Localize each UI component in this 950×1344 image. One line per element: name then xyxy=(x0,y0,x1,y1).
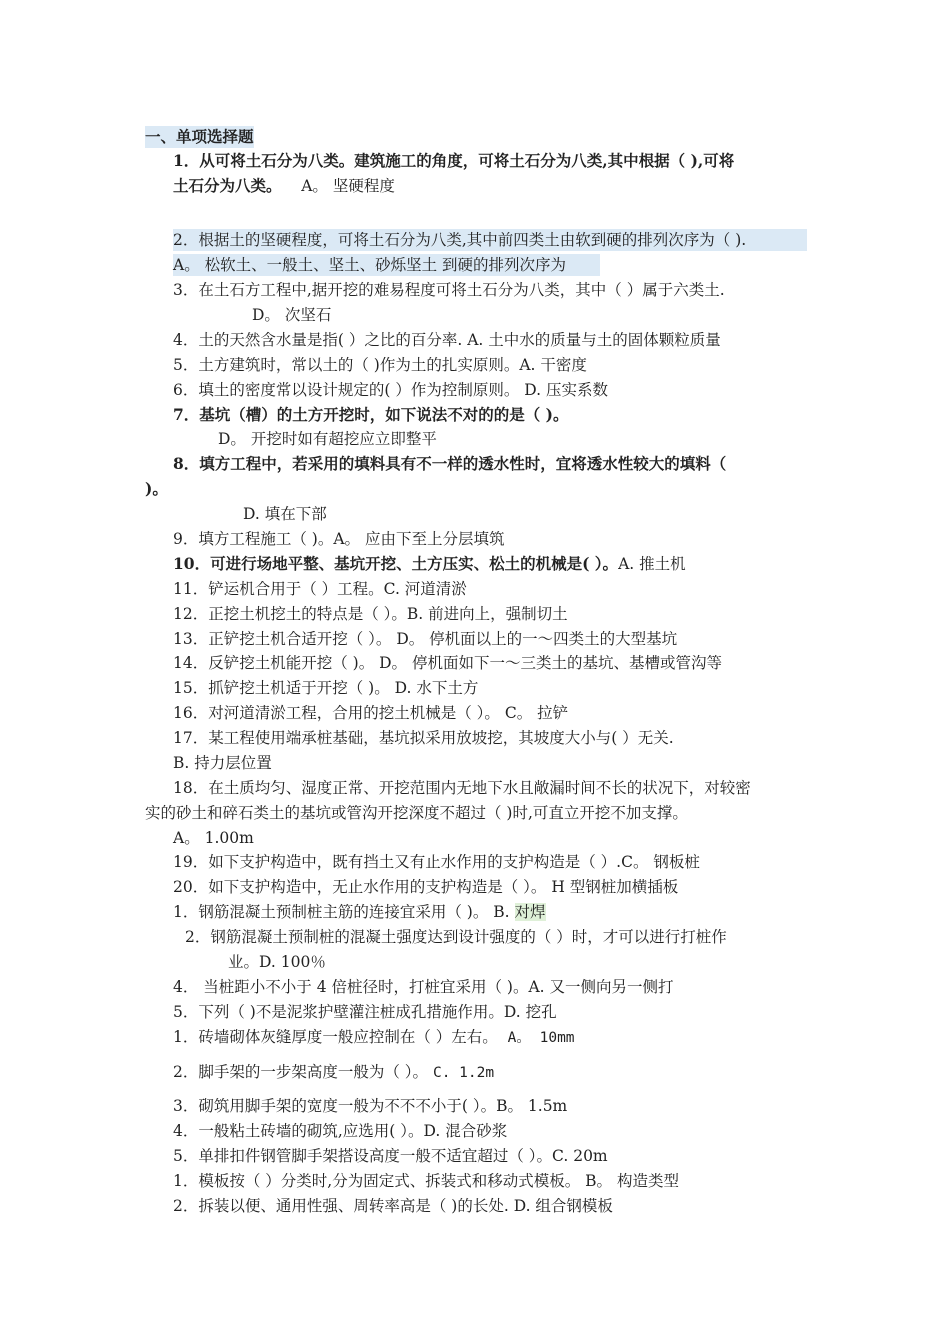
question-line xyxy=(173,553,686,575)
question-line: 7．基坑（槽）的土方开挖时，如下说法不对的的是（ )。 xyxy=(173,405,569,424)
answer-text: A。 坚硬程度 xyxy=(301,177,395,195)
question-line: 18．在土质均匀、湿度正常、开挖范围内无地下水且敞漏时间不长的状况下，对较密 xyxy=(173,779,751,797)
question-line: )。 xyxy=(145,479,168,498)
question-line: 4．土的天然含水量是指( ）之比的百分率. A. 土中水的质量与土的固体颗粒质量 xyxy=(173,331,721,349)
answer-line: A。 1.00m xyxy=(173,829,254,847)
question-line: 5．单排扣件钢管脚手架搭设高度一般不适宜超过（ ）。C. 20m xyxy=(173,1147,608,1165)
question-text: 1．砖墙砌体灰缝厚度一般应控制在（ ）左右。 xyxy=(173,1028,498,1046)
question-line: 15．抓铲挖土机适于开挖（ )。 D. 水下土方 xyxy=(173,679,479,697)
question-line xyxy=(173,1026,575,1049)
section-title: 一、单项选择题 xyxy=(145,127,254,146)
question-line: 5．土方建筑时，常以土的（ )作为土的扎实原则。A. 干密度 xyxy=(173,356,587,374)
question-text: 1．钢筋混凝土预制桩主筋的连接宜采用（ )。 B. xyxy=(173,903,510,921)
question-line: 4． 当桩距小不小于 4 倍桩径时，打桩宜采用（ )。A. 又一侧向另一侧打 xyxy=(173,978,674,996)
answer-line: B. 持力层位置 xyxy=(173,754,272,772)
question-text: 土石分为八类。 xyxy=(173,176,282,195)
question-line: 2．根据土的坚硬程度，可将土石分为八类,其中前四类土由软到硬的排列次序为（ ). xyxy=(173,229,807,251)
answer-line: A。 松软土、一般土、坚土、砂烁坚土 到硬的排列次序为 xyxy=(173,254,600,276)
question-line: 12．正挖土机挖土的特点是（ ）。B. 前进向上，强制切土 xyxy=(173,605,568,623)
answer-line: D. 填在下部 xyxy=(243,505,327,523)
answer-line: 业。D. 100％ xyxy=(228,953,326,971)
question-line: 6．填土的密度常以设计规定的( ）作为控制原则。 D. 压实系数 xyxy=(173,381,608,399)
question-line: 20．如下支护构造中，无止水作用的支护构造是（ ）。 H 型钢桩加横插板 xyxy=(173,878,679,896)
question-line: 19．如下支护构造中，既有挡土又有止水作用的支护构造是（ ）.C。 钢板桩 xyxy=(173,853,700,871)
question-text: 10．可进行场地平整、基坑开挖、土方压实、松土的机械是( ）。 xyxy=(173,554,619,573)
answer-text: A。 10mm xyxy=(507,1030,575,1046)
question-line: 实的砂土和碎石类土的基坑或管沟开挖深度不超过（ )时,可直立开挖不加支撑。 xyxy=(145,804,688,822)
question-line: 14．反铲挖土机能开挖（ )。 D。 停机面如下一～三类土的基坑、基槽或管沟等 xyxy=(173,654,722,672)
question-line: 8．填方工程中，若采用的填料具有不一样的透水性时，宜将透水性较大的填料（ xyxy=(173,454,727,473)
answer-line: D。 开挖时如有超挖应立即整平 xyxy=(218,430,437,448)
question-line xyxy=(173,175,395,197)
answer-highlight: 对焊 xyxy=(514,903,546,921)
question-line: 1．从可将土石分为八类。建筑施工的角度，可将土石分为八类,其中根据（ ),可将 xyxy=(173,151,735,170)
question-line: 3．砌筑用脚手架的宽度一般为不不不小于( ）。B。 1.5m xyxy=(173,1097,568,1115)
question-line: 17．某工程使用端承桩基础，基坑拟采用放坡挖，其坡度大小与( ）无关. xyxy=(173,729,674,747)
question-line: 2．拆装以便、通用性强、周转率高是（ )的长处. D. 组合钢模板 xyxy=(173,1197,613,1215)
question-line: 16．对河道清淤工程，合用的挖土机械是（ ）。 C。 拉铲 xyxy=(173,704,569,722)
question-line: 11．铲运机合用于（ ）工程。C. 河道清淤 xyxy=(173,580,467,598)
question-line: 13．正铲挖土机合适开挖（ ）。 D。 停机面以上的一～四类土的大型基坑 xyxy=(173,630,678,648)
question-line: 5．下列（ )不是泥浆护壁灌注桩成孔措施作用。D. 挖孔 xyxy=(173,1003,557,1021)
question-line xyxy=(173,1061,494,1084)
question-line xyxy=(173,901,546,923)
question-line: 3．在土石方工程中,据开挖的难易程度可将土石分为八类，其中（ ）属于六类土. xyxy=(173,281,725,299)
answer-text: C. 1.2m xyxy=(432,1065,495,1081)
question-line: 1．模板按（ ）分类时,分为固定式、拆装式和移动式模板。 B。 构造类型 xyxy=(173,1172,679,1190)
answer-line: D。 次坚石 xyxy=(252,306,332,324)
answer-text: A. 推土机 xyxy=(618,555,686,573)
question-text: 2．脚手架的一步架高度一般为（ ）。 xyxy=(173,1063,429,1081)
question-line: 4．一般粘土砖墙的砌筑,应选用( ）。D. 混合砂浆 xyxy=(173,1122,508,1140)
question-line: 2．钢筋混凝土预制桩的混凝土强度达到设计强度的（ ）时，才可以进行打桩作 xyxy=(185,928,727,946)
question-line: 9．填方工程施工（ )。A。 应由下至上分层填筑 xyxy=(173,530,505,548)
